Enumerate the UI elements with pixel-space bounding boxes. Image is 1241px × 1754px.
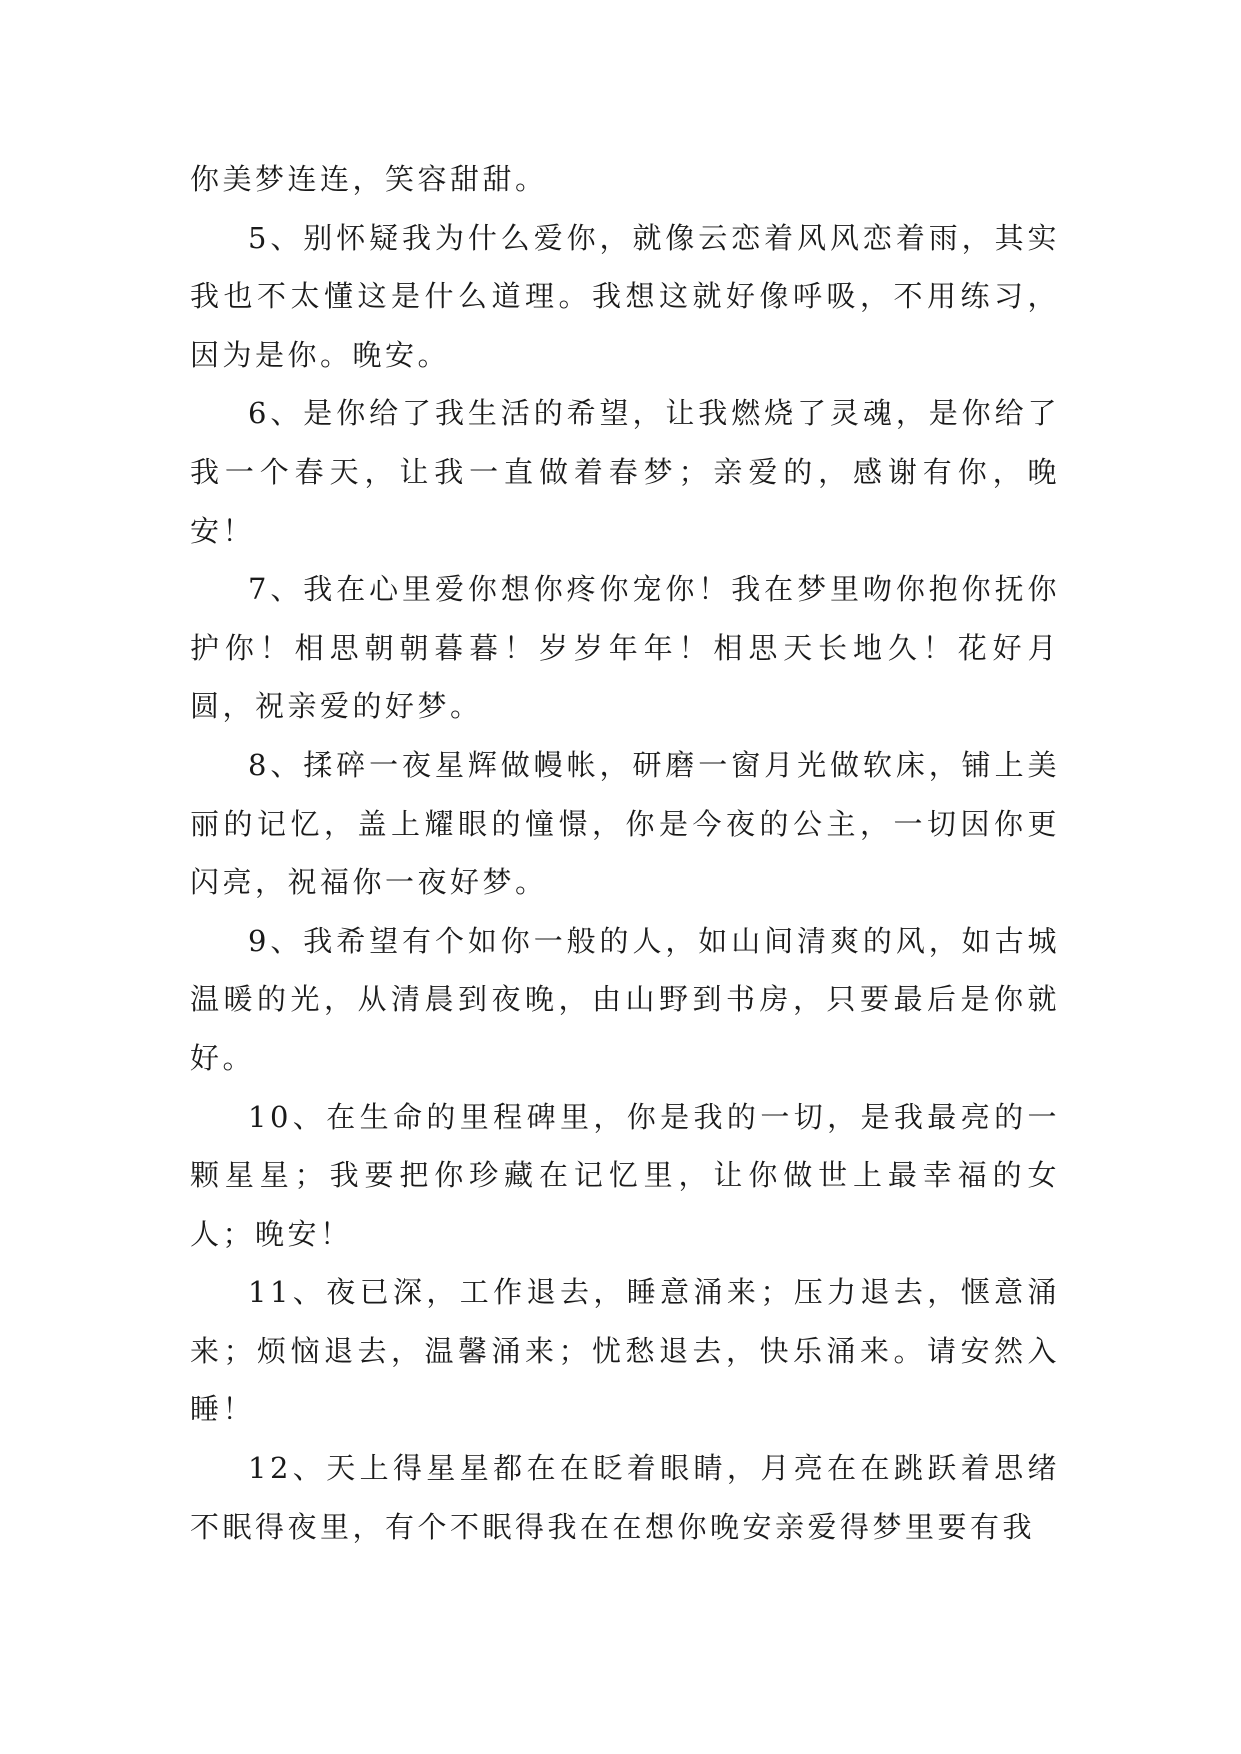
paragraph-continued: 你美梦连连，笑容甜甜。 bbox=[190, 162, 548, 196]
paragraph-item-6: 6、是你给了我生活的希望，让我燃烧了灵魂，是你给了我一个春天，让我一直做着春梦；亲爱的，感谢有你，晚安！ bbox=[190, 396, 1060, 548]
paragraph-item-7: 7、我在心里爱你想你疼你宠你！我在梦里吻你抱你抚你护你！相思朝朝暮暮！岁岁年年！相思天长地久！花好月圆，祝亲爱的好梦。 bbox=[190, 572, 1060, 724]
paragraph-item-10: 10、在生命的里程碑里，你是我的一切，是我最亮的一颗星星；我要把你珍藏在记忆里，让你做世上最幸福的女人；晚安！ bbox=[190, 1099, 1060, 1251]
paragraph-item-5: 5、别怀疑我为什么爱你，就像云恋着风风恋着雨，其实我也不太懂这是什么道理。我想这就好像呼吸，不用练习，因为是你。晚安。 bbox=[190, 220, 1060, 372]
paragraph-item-11: 11、夜已深，工作退去，睡意涌来；压力退去，惬意涌来；烦恼退去，温馨涌来；忧愁退去，快乐涌来。请安然入睡！ bbox=[190, 1275, 1060, 1427]
document-page bbox=[190, 150, 1060, 1556]
paragraph-item-12: 12、天上得星星都在在眨着眼睛，月亮在在跳跃着思绪不眠得夜里，有个不眠得我在在想你晚安亲爱得梦里要有我 bbox=[190, 1451, 1060, 1544]
paragraph-item-8: 8、揉碎一夜星辉做幔帐，研磨一窗月光做软床，铺上美丽的记忆，盖上耀眼的憧憬，你是今夜的公主，一切因你更闪亮，祝福你一夜好梦。 bbox=[190, 747, 1060, 900]
paragraph-item-9: 9、我希望有个如你一般的人，如山间清爽的风，如古城温暖的光，从清晨到夜晚，由山野到书房，只要最后是你就好。 bbox=[190, 923, 1060, 1075]
